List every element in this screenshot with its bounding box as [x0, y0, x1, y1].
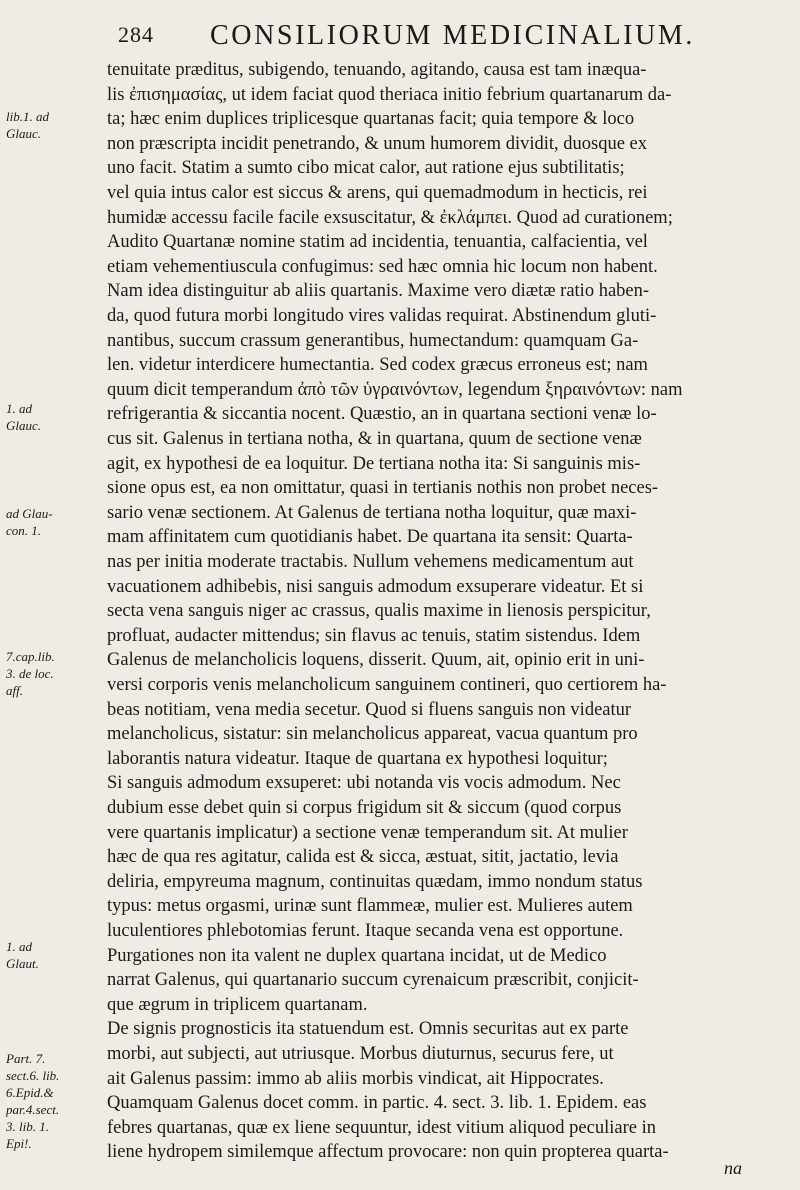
text-line: dubium esse debet quin si corpus frigidum sit & siccum (quod corpus	[107, 798, 622, 818]
text-line: nantibus, succum crassum generantibus, humectandum: quamquam Ga-	[107, 330, 639, 351]
text-line: liene hydropem similemque affectum provocare: non quin propterea quarta-	[107, 1142, 669, 1163]
margin-note-line: 7.cap.lib.	[6, 649, 55, 664]
margin-note	[6, 1050, 102, 1152]
margin-note	[6, 648, 102, 699]
text-line: Purgationes non ita valent ne duplex quartana incidat, ut de Medico	[107, 945, 607, 966]
text-line: quum dicit temperandum ἀπὸ τῶν ὑγραινόντων, legendum ξηραινόντων: nam	[107, 379, 683, 400]
text-line: narrat Galenus, qui quartanario succum cyrenaicum præscribit, conjicit-	[107, 970, 639, 991]
text-line: ta; hæc enim duplices triplicesque quartanas facit; quia tempore & loco	[107, 109, 635, 130]
text-line: vere quartanis implicatur) a sectione venæ temperandum sit. At mulier	[107, 822, 628, 843]
text-line: uno facit. Statim a sumto cibo micat calor, aut ratione ejus subtilitatis;	[107, 158, 625, 179]
text-line: sione opus est, ea non omittatur, quasi in tertianis nothis non probet neces-	[107, 478, 659, 499]
catchword: na	[724, 1158, 742, 1178]
text-line: morbi, aut subjecti, aut utriusque. Morbus diuturnus, securus fere, ut	[107, 1044, 614, 1064]
margin-note-line: Glauc.	[6, 126, 42, 141]
text-line: cus sit. Galenus in tertiana notha, & in quartana, quum de sectione venæ	[107, 429, 642, 449]
text-line: etiam vehementiuscula confugimus: sed hæc omnia hic locum non habent.	[107, 256, 658, 277]
text-line: sario venæ sectionem. At Galenus de tertiana notha loquitur, quæ maxi-	[107, 502, 637, 523]
margin-note-line: 6.Epid.&	[6, 1085, 54, 1100]
margin-note	[6, 108, 102, 142]
text-line: vel quia intus calor est siccus & arens, qui quemadmodum in hecticis, rei	[107, 183, 648, 203]
text-line: febres quartanas, quæ ex liene sequuntur, idest vitium aliquod peculiare in	[107, 1117, 656, 1138]
text-line: beas notitiam, vena media secetur. Quod si fluens sanguis non videatur	[107, 699, 632, 720]
text-line: len. videtur interdicere humectantia. Sed codex græcus erroneus est; nam	[107, 355, 648, 376]
text-line: Audito Quartanæ nomine statim ad incidentia, tenuantia, calfacientia, vel	[107, 232, 648, 253]
page-header	[118, 20, 788, 54]
running-title: CONSILIORUM MEDICINALIUM.	[210, 20, 695, 51]
margin-note-line: Glauc.	[6, 418, 42, 433]
margin-note-line: ad Glau-	[6, 506, 53, 521]
margin-note-line: aff.	[6, 683, 23, 698]
text-line: agit, ex hypothesi de ea loquitur. De tertiana notha ita: Si sanguinis mis-	[107, 453, 641, 474]
page-number: 284	[118, 22, 154, 47]
text-line: vacuationem adhibebis, nisi sanguis admodum exsuperare videatur. Et si	[107, 576, 644, 597]
text-line: versi corporis venis melancholicum sanguinem contineri, quo certiorem ha-	[107, 675, 667, 695]
margin-note-line: par.4.sect.	[6, 1102, 60, 1117]
text-line: De signis prognosticis ita statuendum est. Omnis securitas aut ex parte	[107, 1019, 629, 1040]
text-line: refrigerantia & siccantia nocent. Quæstio, an in quartana sectioni venæ lo-	[107, 404, 657, 425]
text-line: Nam idea distinguitur ab aliis quartanis. Maxime vero diætæ ratio haben-	[107, 281, 650, 302]
text-line: secta vena sanguis niger ac crassus, qualis maxime in lienosis perspicitur,	[107, 601, 651, 622]
text-line: deliria, empyreuma magnum, continuitas quædam, immo nondum status	[107, 871, 643, 892]
margin-note	[6, 505, 102, 539]
text-line: hæc de qua res agitatur, calida est & sicca, æstuat, sitit, jactatio, levia	[107, 847, 619, 868]
margin-note-line: sect.6. lib.	[6, 1068, 60, 1083]
text-line: Si sanguis admodum exsuperet: ubi notanda vis vocis admodum. Nec	[107, 773, 621, 794]
text-line: que ægrum in triplicem quartanam.	[107, 994, 368, 1015]
text-line: Galenus de melancholicis loquens, disserit. Quum, ait, opinio erit in uni-	[107, 650, 645, 671]
text-line: tenuitate præditus, subigendo, tenuando, agitando, causa est tam inæqua-	[107, 60, 647, 80]
margin-note-line: Part. 7.	[6, 1051, 46, 1066]
text-line: melancholicus, sistatur: sin melancholicus appareat, vacua quantum pro	[107, 724, 638, 745]
margin-note	[6, 938, 102, 972]
text-line: Quamquam Galenus docet comm. in partic. 4. sect. 3. lib. 1. Epidem. eas	[107, 1093, 647, 1114]
margin-note-line: con. 1.	[6, 523, 42, 538]
margin-note-line: 3. de loc.	[6, 666, 54, 681]
text-line: lis ἐπισημασίας, ut idem faciat quod theriaca initio febrium quartanarum da-	[107, 84, 672, 105]
margin-note	[6, 400, 102, 434]
margin-note-line: Glaut.	[6, 956, 39, 971]
margin-note-line: 1. ad	[6, 401, 32, 416]
text-line: laborantis natura videatur. Itaque de quartana ex hypothesi loquitur;	[107, 748, 608, 769]
text-line: luculentiores phlebotomias ferunt. Itaque secanda vena est opportune.	[107, 921, 624, 941]
text-line: humidæ accessu facile facile exsuscitatur, & ἐκλάμπει. Quod ad curationem;	[107, 207, 673, 228]
margin-note-line: Epi!.	[6, 1136, 32, 1151]
text-line: nas per initia moderate tractabis. Nullum vehemens medicamentum aut	[107, 552, 634, 572]
margin-note-line: 3. lib. 1.	[6, 1119, 49, 1134]
text-line: non præscripta incidit penetrando, & unum humorem dividit, duosque ex	[107, 133, 648, 154]
margin-note-line: 1. ad	[6, 939, 32, 954]
text-line: da, quod futura morbi longitudo vires validas requirat. Abstinendum gluti-	[107, 306, 657, 326]
text-line: ait Galenus passim: immo ab aliis morbis vindicat, ait Hippocrates.	[107, 1068, 604, 1089]
text-line: typus: metus orgasmi, urinæ sunt flammeæ, mulier est. Mulieres autem	[107, 896, 633, 917]
text-line: profluat, audacter mittendus; sin flavus ac tenuis, statim sistendus. Idem	[107, 625, 641, 646]
margin-note-line: lib.1. ad	[6, 109, 49, 124]
text-line: mam affinitatem cum quotidianis habet. De quartana ita sensit: Quarta-	[107, 527, 633, 548]
